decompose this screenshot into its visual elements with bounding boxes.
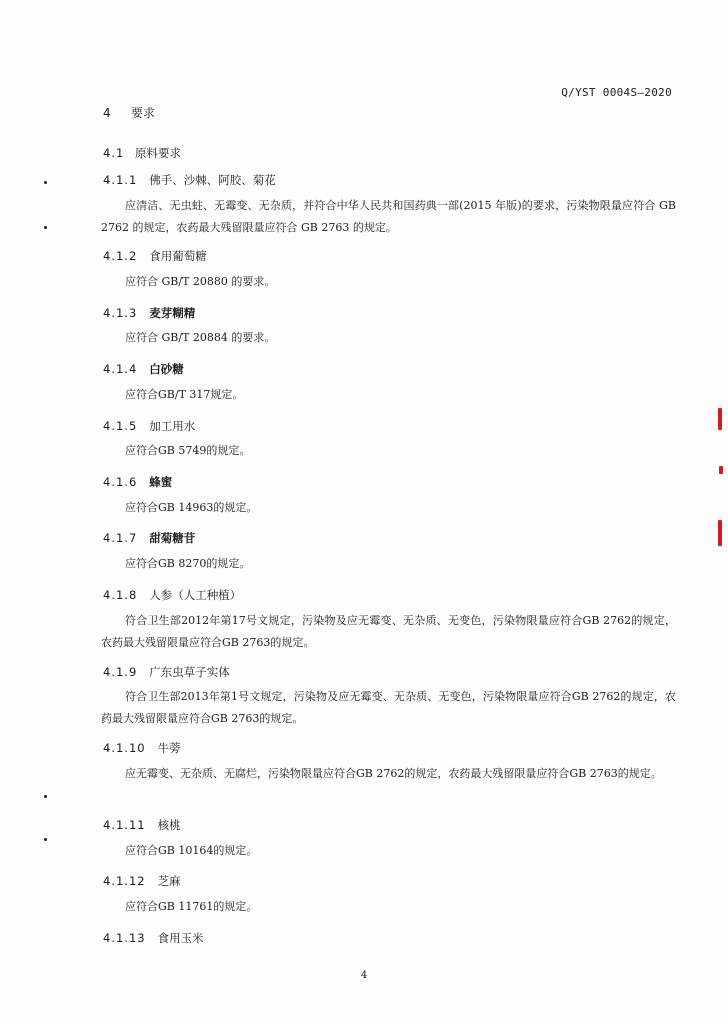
- clause-heading: [103, 664, 230, 680]
- clause-title: 白砂糖: [149, 362, 184, 376]
- document-code: Q/YST 0004S—2020: [561, 86, 672, 99]
- clause-heading: [103, 305, 195, 321]
- subsection-title: 原料要求: [135, 146, 181, 160]
- clause-heading: [103, 474, 172, 490]
- clause-text: 应符合GB 10164的规定。: [125, 844, 258, 857]
- clause-heading: [103, 873, 181, 889]
- clause-title: 牛蒡: [157, 741, 181, 755]
- clause-heading: [103, 930, 204, 946]
- clause-title: 蜂蜜: [149, 475, 173, 489]
- clause-text: 应清洁、无虫蛀、无霉变、无杂质，并符合中华人民共和国药典一部(2015 年版)的要求，污染物限量应符合 GB 2762 的规定，农药最大残留限量应符合 GB 2763 的规定。: [101, 199, 676, 234]
- clause-title: 核桃: [157, 818, 181, 832]
- clause-title: 加工用水: [149, 419, 196, 433]
- clause-number: 4.1.13: [103, 931, 146, 945]
- clause-text: 应符合GB 11761的规定。: [125, 900, 258, 913]
- clause-title: 广东虫草子实体: [149, 665, 230, 679]
- clause-heading: [103, 740, 181, 756]
- clause-title: 麦芽糊精: [149, 306, 196, 320]
- clause-number: 4.1.9: [103, 665, 138, 679]
- clause-title: 佛手、沙棘、阿胶、菊花: [149, 173, 276, 187]
- clause-number: 4.1.8: [103, 588, 138, 602]
- clause-number: 4.1.2: [103, 249, 138, 263]
- clause-number: 4.1.12: [103, 874, 146, 888]
- page-number: 4: [360, 970, 368, 981]
- clause-heading: [103, 418, 195, 434]
- clause-heading: [103, 587, 241, 603]
- clause-title: 甜菊糖苷: [149, 531, 196, 545]
- clause-heading: [103, 530, 195, 546]
- clause-text: 应符合GB 14963的规定。: [125, 501, 258, 514]
- clause-number: 4.1.3: [103, 306, 138, 320]
- scan-dot: [44, 181, 47, 184]
- clause-heading: [103, 248, 207, 264]
- clause-heading: [103, 172, 276, 188]
- clause-number: 4.1.7: [103, 531, 138, 545]
- clause-number: 4.1.1: [103, 173, 138, 187]
- seal-edge-mark: [718, 520, 722, 546]
- section-heading: [103, 104, 155, 121]
- subsection-number: 4.1: [103, 146, 125, 160]
- clause-number: 4.1.4: [103, 362, 138, 376]
- clause-text: 应符合GB/T 317规定。: [125, 388, 244, 401]
- clause-title: 芝麻: [157, 874, 181, 888]
- clause-number: 4.1.5: [103, 419, 138, 433]
- seal-edge-mark: [719, 466, 723, 474]
- clause-text: 符合卫生部2013年第1号文规定，污染物及应无霉变、无杂质、无变色，污染物限量应符合GB 2762的规定，农药最大残留限量应符合GB 2763的规定。: [101, 690, 676, 725]
- scan-dot: [44, 795, 47, 798]
- clause-title: 食用葡萄糖: [149, 249, 207, 263]
- scan-dot: [44, 226, 47, 229]
- clause-text: 应符合 GB/T 20884 的要求。: [125, 331, 276, 344]
- clause-text: 应无霉变、无杂质、无腐烂，污染物限量应符合GB 2762的规定，农药最大残留限量应符合GB 2763的规定。: [125, 767, 662, 780]
- clause-number: 4.1.10: [103, 741, 146, 755]
- clause-number: 4.1.6: [103, 475, 138, 489]
- clause-text: 符合卫生部2012年第17号文规定，污染物及应无霉变、无杂质、无变色，污染物限量应符合GB 2762的规定，农药最大残留限量应符合GB 2763的规定。: [101, 614, 676, 649]
- clause-title: 人参（人工种植）: [149, 588, 242, 602]
- clause-title: 食用玉米: [157, 931, 204, 945]
- clause-heading: [103, 817, 181, 833]
- section-number: 4: [103, 106, 111, 120]
- scan-dot: [44, 838, 47, 841]
- clause-text: 应符合GB 5749的规定。: [125, 444, 251, 457]
- clause-text: 应符合 GB/T 20880 的要求。: [125, 275, 276, 288]
- clause-text: 应符合GB 8270的规定。: [125, 557, 251, 570]
- seal-edge-mark: [718, 408, 722, 430]
- clause-heading: [103, 361, 184, 377]
- section-title: 要求: [131, 106, 156, 120]
- subsection-heading: [103, 145, 181, 161]
- clause-number: 4.1.11: [103, 818, 146, 832]
